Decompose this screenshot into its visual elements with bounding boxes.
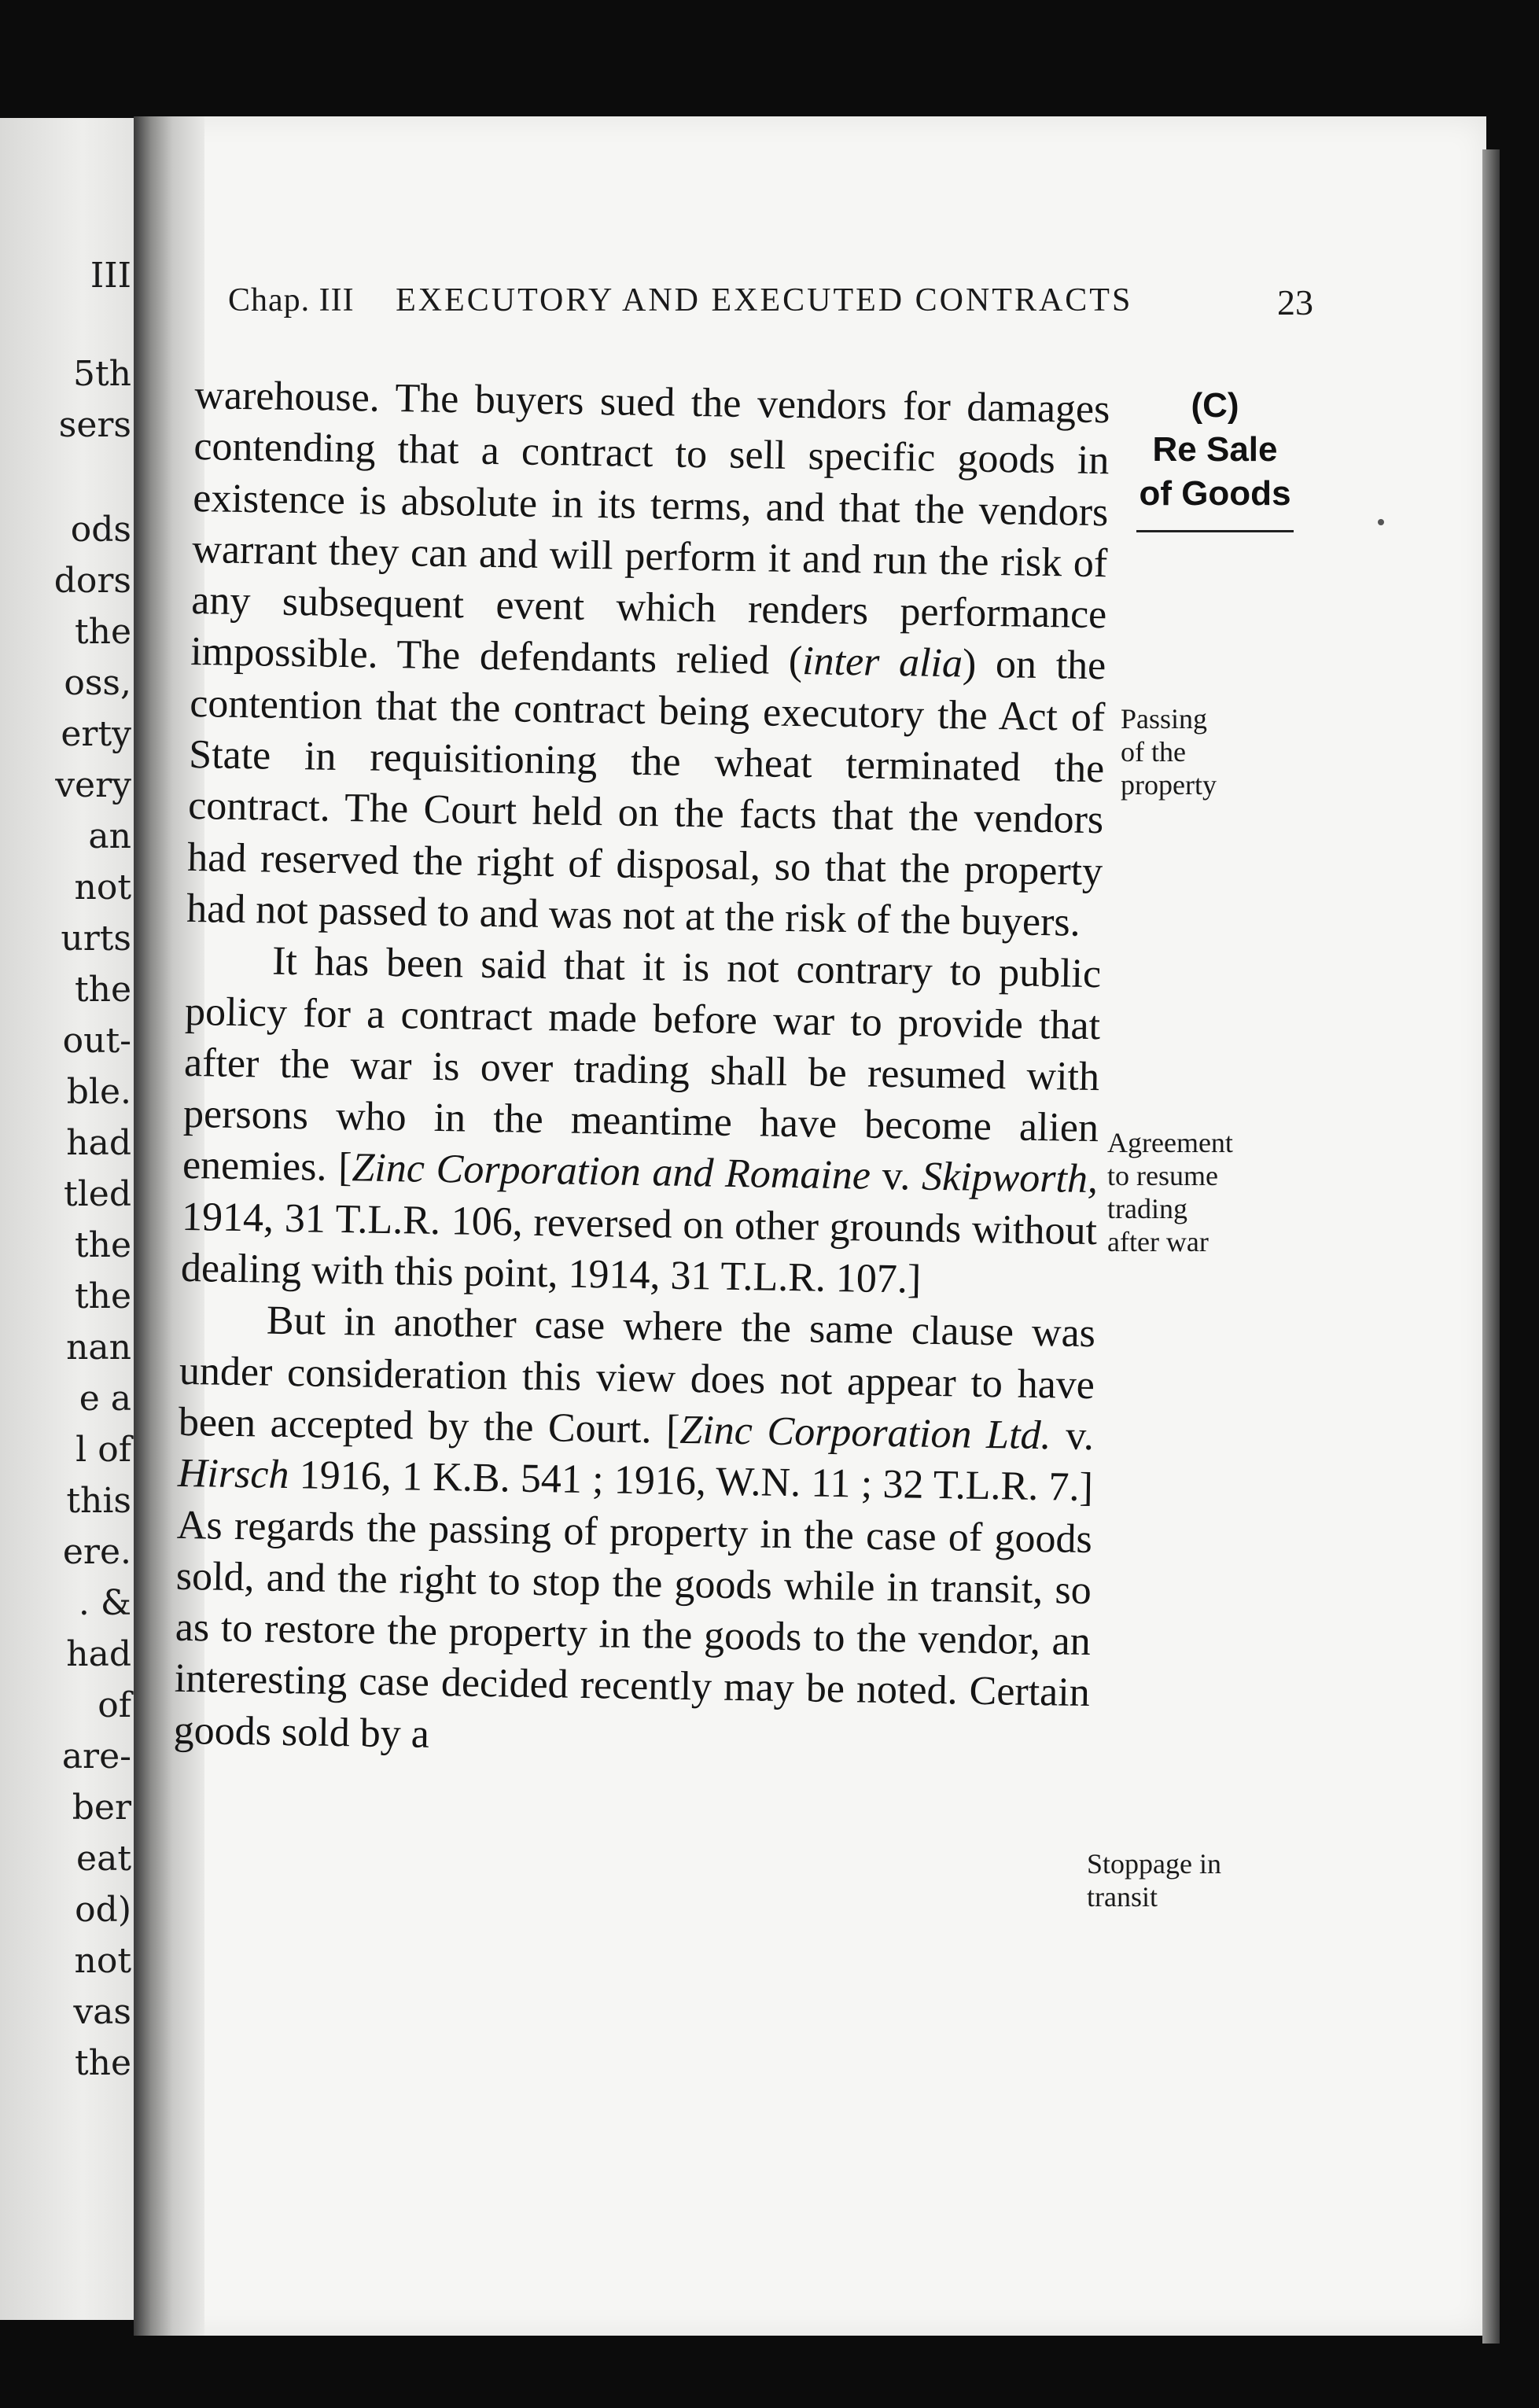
side-heading-line: of Goods [1139, 474, 1291, 513]
side-heading-line: (C) [1191, 386, 1239, 425]
left-fragment: the [74, 612, 131, 652]
text-run: v. [1051, 1413, 1095, 1460]
left-fragment: urts [61, 919, 131, 959]
page-edge [1482, 149, 1500, 2344]
left-fragment: ble. [66, 1072, 131, 1112]
margin-note-line: property [1121, 769, 1217, 801]
left-fragment: not [74, 1941, 131, 1981]
paragraph [186, 370, 1110, 948]
margin-note-passing [1121, 702, 1217, 801]
chapter-label: Chap. III [228, 282, 355, 318]
left-fragment: vas [73, 1992, 131, 2032]
left-fragment: the [74, 1225, 131, 1265]
left-fragment: erty [61, 714, 131, 754]
running-head [228, 282, 1313, 322]
left-fragment: very [55, 765, 131, 805]
margin-note-agreement [1107, 1126, 1233, 1258]
margin-note-line: transit [1087, 1881, 1158, 1913]
text-run: warehouse. The buyers sued the vendors for damages contending that a contract to sell specific goods in existence is absolute in its terms, and that the vendors warrant they can and will perform it and run the risk of any subsequent event which renders performance impossible. The defendants relied ( [190, 372, 1110, 684]
margin-note-line: of the [1121, 736, 1186, 768]
case-name: Skipworth, [921, 1154, 1099, 1202]
left-fragment: e a [79, 1379, 131, 1419]
page-number: 23 [1277, 282, 1313, 322]
text-run: v. [870, 1154, 922, 1200]
left-fragment: . & [78, 1583, 131, 1623]
left-fragment: ber [72, 1788, 131, 1828]
left-fragment: the [74, 2043, 131, 2083]
left-fragment: 5th [72, 354, 131, 394]
italic-text: inter alia [801, 639, 963, 687]
left-fragment: this [66, 1481, 131, 1521]
running-title: EXECUTORY AND EXECUTED CONTRACTS [396, 282, 1133, 318]
side-heading-line: Re Sale [1152, 430, 1278, 469]
text-run: 1916, 1 K.B. 541 ; 1916, W.N. 11 ; 32 T.L.R. 7.] As regards the passing of property in the case of goods sold, and the right to stop the goods while in transit, so as to restore the property in the goods to the vendor, an interesting case decided recently may be noted. Certain goods sold by a [173, 1453, 1094, 1757]
left-fragment: sers [58, 405, 131, 445]
side-heading-rule [1136, 530, 1294, 532]
left-fragment: od) [75, 1890, 131, 1930]
left-fragment: dors [53, 561, 131, 601]
margin-note-stoppage [1087, 1847, 1221, 1913]
body-text [173, 370, 1110, 1770]
margin-note-line: to resume [1107, 1160, 1218, 1191]
margin-note-line: trading [1107, 1193, 1187, 1224]
left-fragment: the [74, 1276, 131, 1316]
left-fragment: out- [62, 1021, 131, 1061]
case-name: Hirsch [177, 1451, 289, 1498]
left-fragment: nan [66, 1327, 131, 1368]
paragraph [173, 1294, 1095, 1770]
left-fragment: an [88, 816, 131, 856]
side-heading [1125, 384, 1305, 532]
speck [1378, 519, 1384, 525]
left-fragment: ere. [62, 1532, 131, 1572]
left-fragment: tled [64, 1174, 131, 1214]
left-fragment: had [66, 1123, 131, 1163]
margin-note-line: after war [1107, 1226, 1209, 1257]
left-fragment: not [74, 867, 131, 908]
left-fragment: had [66, 1634, 131, 1674]
text-run: It has been said that it is not contrary to public policy for a contract made before war to provide that after the war is over trading shall be resumed with persons who in the meantime have become alien enemies. [ [182, 938, 1102, 1191]
margin-note-line: Agreement [1107, 1127, 1233, 1158]
text-run: But in another case where the same clause was under consideration this view does not appear to have been accepted by the Court. [ [178, 1298, 1096, 1453]
left-fragment: ods [70, 510, 131, 550]
left-fragment: l of [75, 1430, 131, 1470]
left-fragment: III [90, 256, 131, 296]
margin-note-line: Passing [1121, 703, 1208, 735]
left-fragment: are- [61, 1736, 131, 1777]
case-name: Zinc Corporation and Romaine [352, 1145, 871, 1199]
text-run: 1914, 31 T.L.R. 106, reversed on other grounds without dealing with this point, 1914, 31 T.L.R. 107.] [180, 1194, 1098, 1302]
paragraph [181, 934, 1102, 1308]
left-fragment: the [74, 970, 131, 1010]
left-page-fragment [0, 118, 138, 2320]
case-name: Zinc Corporation Ltd. [679, 1407, 1052, 1459]
margin-note-line: Stoppage in [1087, 1848, 1221, 1880]
left-fragment: eat [76, 1839, 131, 1879]
text-run: ) on the contention that the contract being executory the Act of State in requisitioning the wheat terminated the contract. The Court held on the facts that the vendors had reserved the right of disposal, so that the property had not passed to and was not at the risk of the buyers. [186, 641, 1106, 945]
left-fragment: of [98, 1685, 131, 1725]
left-fragment: oss, [64, 663, 131, 703]
